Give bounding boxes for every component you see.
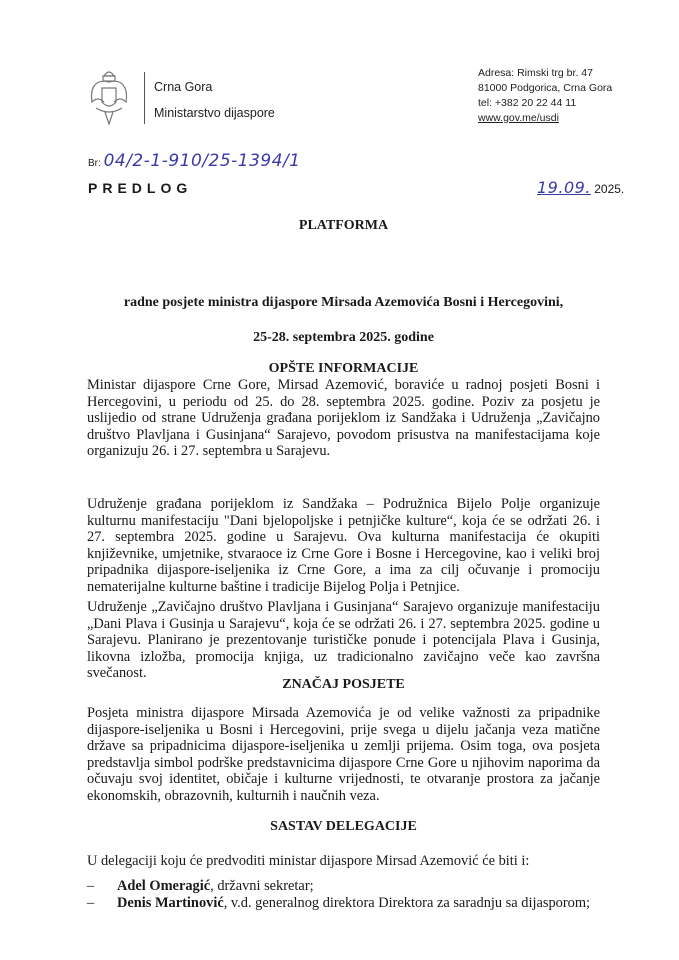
- visit-dates: 25-28. septembra 2025. godine: [253, 330, 434, 345]
- member-name: Denis Martinović: [117, 895, 224, 911]
- address-line-2: 81000 Podgorica, Crna Gora: [478, 82, 613, 94]
- page-subtitle: radne posjete ministra dijaspore Mirsada Azemovića Bosni i Hercegovini,: [123, 295, 564, 310]
- coat-of-arms-logo: [88, 68, 130, 126]
- member-role: , državni sekretar;: [210, 878, 314, 894]
- list-item: – Adel Omeragić, državni sekretar;: [87, 878, 314, 894]
- reference-number: [88, 151, 301, 171]
- reference-value: 04/2-1-910/25-1394/1: [103, 151, 301, 171]
- header-divider: [144, 72, 145, 124]
- member-name: Adel Omeragić: [117, 878, 211, 894]
- paragraph: Posjeta ministra dijaspore Mirsada Azemovića je od velike važnosti za pripadnike dijaspore-iseljenika u Bosni i Hercegovini, prije svega u dijelu jačanja veza matične države sa pripadnicima dijaspore-iseljenika u zemlji prijema. Osim toga, ova posjeta predstavlja simbol podrške predstavnicima dijaspore Crne Gore u njihovim naporima da očuvaju svoj identitet, običaje i kulturne vrijednosti, te otvaranje prostora za jačanje ekonomskih, obrazovnih, kulturnih i naučnih veza.: [87, 705, 600, 804]
- address-line-1: Adresa: Rimski trg br. 47: [478, 67, 593, 79]
- reference-label: Br:: [88, 158, 101, 169]
- section-heading-general: OPŠTE INFORMACIJE: [268, 361, 419, 376]
- document-date: [537, 178, 624, 197]
- delegation-intro: U delegaciji koju će predvoditi ministar dijaspore Mirsad Azemović će biti i:: [87, 853, 530, 869]
- section-heading-delegation: SASTAV DELEGACIJE: [270, 819, 417, 834]
- country-name: Crna Gora: [154, 80, 213, 94]
- ministry-name: Ministarstvo dijaspore: [154, 106, 275, 120]
- section-heading-significance: ZNAČAJ POSJETE: [282, 677, 405, 692]
- date-handwritten: 19.09.: [537, 178, 591, 197]
- document-type: PREDLOG: [88, 180, 193, 196]
- date-year: 2025.: [594, 182, 625, 196]
- paragraph: Udruženje građana porijeklom iz Sandžaka – Podružnica Bijelo Polje organizuje kulturnu manifestaciju "Dani bjelopoljske i petnjičke kulture“, koja će se održati 26. i 27. septembra 2025. godine u Sarajevu. Ova kulturna manifestacija će okupiti književnike, umjetnike, stvaraoce iz Crne Gore i Bosne i Hercegovine, kao i veliki broj pripadnika dijaspore-iseljenika iz Crne Gore, a ima za cilj očuvanje i promociju nematerijalne kulturne baštine i tradicije Bijelog Polja i Petnjice.: [87, 496, 600, 595]
- phone: tel: +382 20 22 44 11: [478, 97, 577, 109]
- paragraph: Ministar dijaspore Crne Gore, Mirsad Azemović, boraviće u radnoj posjeti Bosni i Hercegovini, u periodu od 25. do 28. septembra 2025. godine. Poziv za posjetu je uslijedio od strane Udruženja građana porijeklom iz Sandžaka i Udruženja „Zavičajno društvo Plavljana i Gusinjana“ Sarajevo, povodom prisustva na manifestacijama koje organizuju 26. i 27. septembra u Sarajevu.: [87, 377, 600, 460]
- website-link[interactable]: www.gov.me/usdi: [478, 112, 559, 124]
- delegation-list: [87, 878, 617, 912]
- member-role: , v.d. generalnog direktora Direktora za saradnju sa dijasporom;: [223, 895, 591, 911]
- list-item: – Denis Martinović, v.d. generalnog direktora Direktora za saradnju sa dijasporom;: [87, 895, 591, 911]
- paragraph: Udruženje „Zavičajno društvo Plavljana i Gusinjana“ Sarajevo organizuje manifestaciju „Dani Plava i Gusinja u Sarajevu“, koja će se održati 26. i 27. septembra 2025. godine u Sarajevu. Planirano je prezentovanje turističke ponude i potencijala Plava i Gusinja, likovna izložba, promocija knjiga, uz tradicionalno zavičajno veče kao završna svečanost.: [87, 599, 600, 682]
- page-title: PLATFORMA: [298, 218, 389, 233]
- contact-block: [478, 66, 612, 126]
